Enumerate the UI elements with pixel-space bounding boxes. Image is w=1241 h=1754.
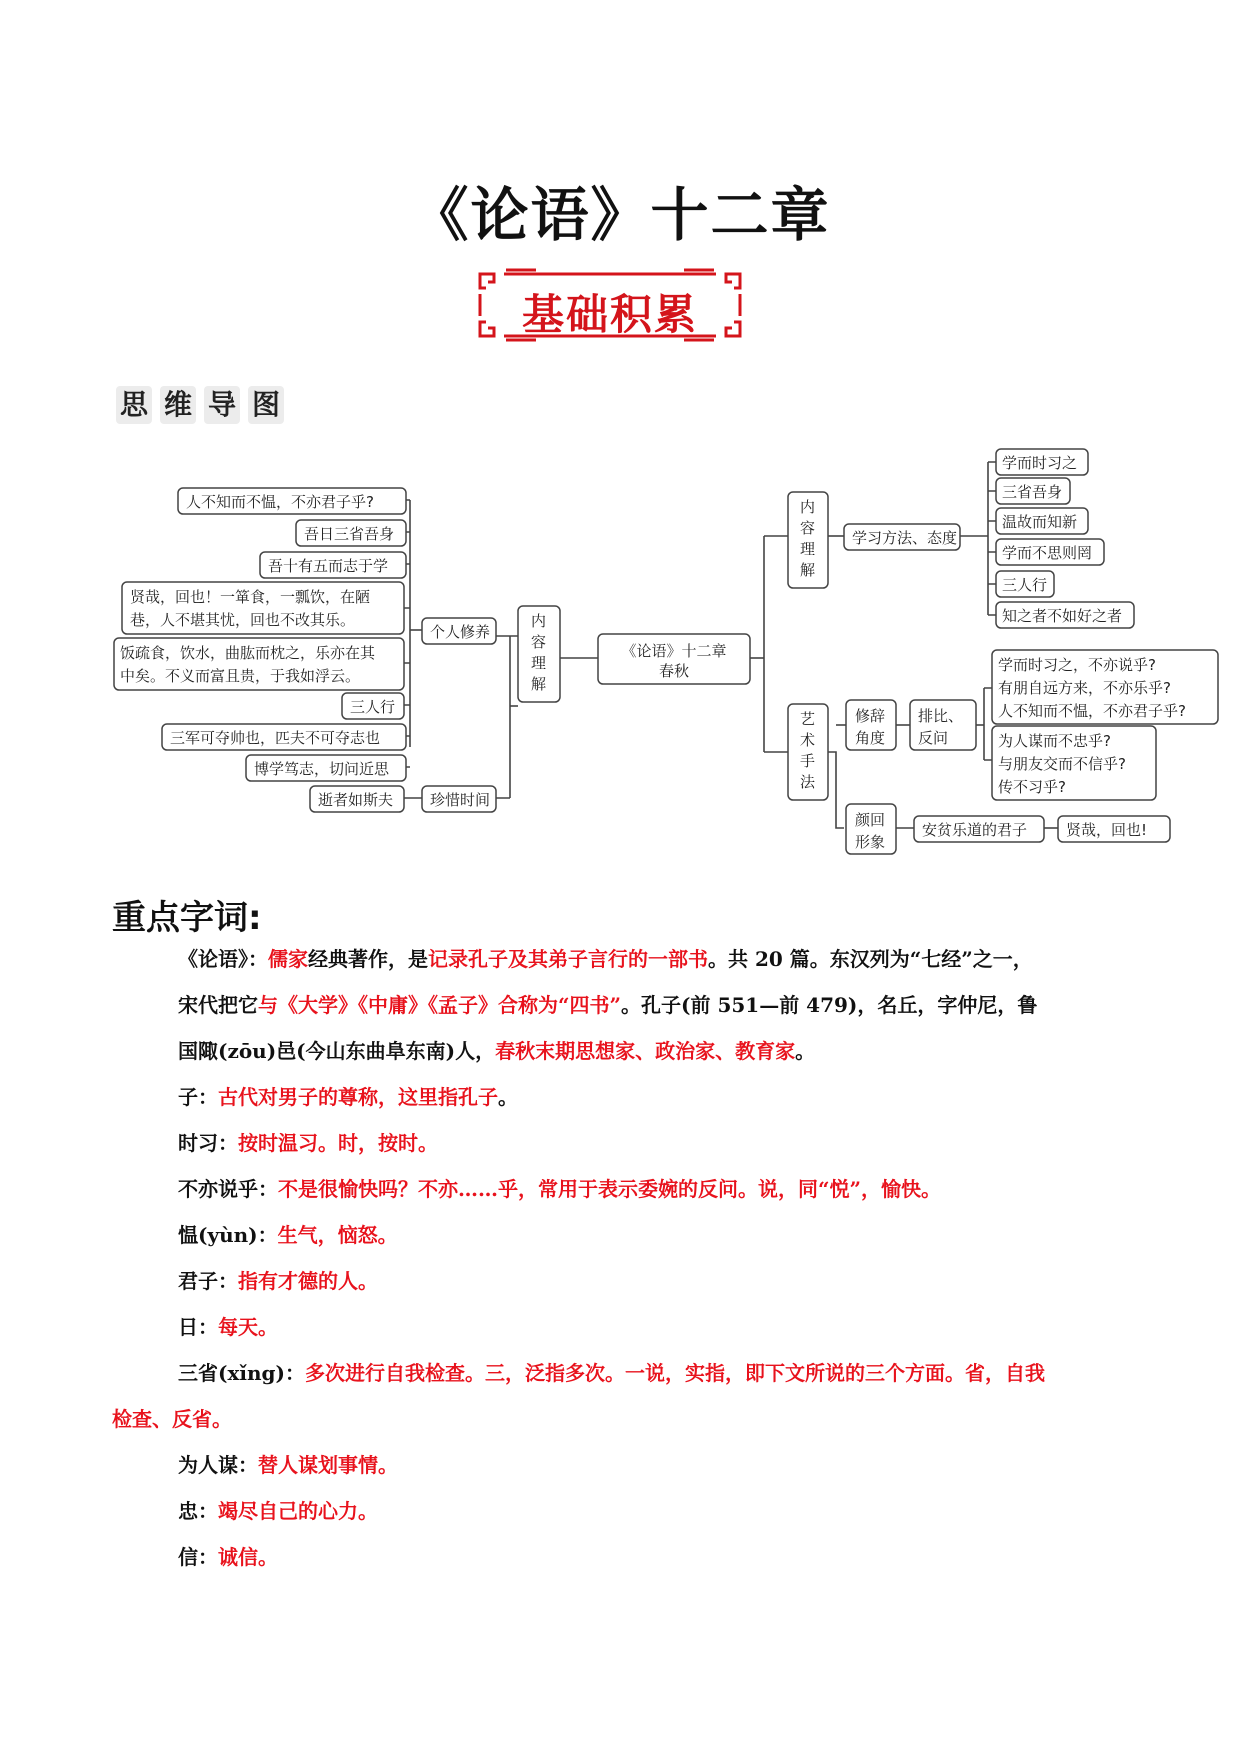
vocab-definition: 生气，恼怒。 (277, 1223, 398, 1247)
node-yanhui: 颜回 (855, 811, 886, 829)
node-right-art-char: 术 (800, 731, 816, 749)
center-title: 《论语》十二章 (621, 642, 727, 660)
section-banner (476, 268, 744, 342)
node-right-content-char: 解 (800, 561, 816, 579)
vocab-definition: 多次进行自我检查。三，泛指多次。一说，实指，即下文所说的三个方面。省，自我 (304, 1361, 1045, 1385)
left-leaf-5-line1: 饭疏食，饮水，曲肱而枕之，乐亦在其 (120, 644, 376, 662)
vocab-term: 忠： (178, 1499, 218, 1523)
parallel-leaf-2-line2: 与朋友交而不信乎? (998, 755, 1126, 773)
study-leaf-5: 三人行 (1002, 576, 1048, 594)
node-anpin: 安贫乐道的君子 (922, 821, 1028, 839)
vocab-term: 《论语》： (178, 947, 268, 971)
node-right-content-char: 容 (800, 519, 816, 537)
vocab-line (112, 936, 1124, 982)
key-words-heading: 重点字词: (112, 898, 262, 938)
vocab-line (112, 1258, 1124, 1304)
tag-char: 思 (116, 386, 152, 424)
node-rhetoric-line2: 角度 (855, 729, 886, 747)
node-right-art-char: 法 (800, 773, 816, 791)
vocab-definition: 儒家 (268, 947, 308, 971)
left-leaf-1: 人不知而不愠，不亦君子乎? (186, 493, 374, 511)
vocab-definition: 替人谋划事情。 (258, 1453, 398, 1477)
vocab-definition: 与《大学》《中庸》《孟子》合称为“四书” (258, 993, 622, 1017)
vocab-definition: 不是很愉快吗？不亦……乎，常用于表示委婉的反问。说，同“悦”，愉快。 (278, 1177, 942, 1201)
vocab-term: 。共 20 篇。东汉列为“七经”之一， (708, 947, 1033, 971)
study-leaf-6: 知之者不如好之者 (1002, 607, 1123, 625)
left-leaves (114, 488, 406, 812)
node-left-branch-char: 理 (531, 654, 547, 672)
vocab-term: 信： (178, 1545, 218, 1569)
left-leaf-2: 吾日三省吾身 (304, 525, 395, 543)
node-right-art: 艺 (800, 710, 816, 728)
node-cherish: 珍惜时间 (430, 791, 491, 809)
vocab-term: 时习： (178, 1131, 238, 1155)
vocab-term: 国陬(zōu)邑(今山东曲阜东南)人， (178, 1039, 496, 1063)
vocab-term: 经典著作，是 (308, 947, 428, 971)
node-xianzai: 贤哉，回也! (1066, 821, 1148, 839)
center-subtitle: 春秋 (658, 662, 690, 680)
mindmap-tag (116, 386, 284, 424)
left-leaf-4-line2: 巷，人不堪其忧，回也不改其乐。 (130, 611, 356, 629)
node-parallel-line2: 反问 (918, 729, 949, 747)
vocab-definition: 竭尽自己的心力。 (218, 1499, 378, 1523)
page-title: 《论语》十二章 (410, 181, 831, 249)
vocab-term: 愠(yùn)： (178, 1223, 278, 1247)
vocab-term: 三省(xǐng)： (178, 1361, 305, 1385)
vocab-line (112, 1488, 1124, 1534)
vocab-definition: 古代对男子的尊称，这里指孔子 (218, 1085, 498, 1109)
node-right-content: 内 (800, 498, 816, 516)
left-leaf-7: 三军可夺帅也，匹夫不可夺志也 (170, 729, 381, 747)
node-yanhui-line2: 形象 (855, 833, 886, 851)
left-leaf-5-line2: 中矣。不义而富且贵，于我如浮云。 (120, 667, 361, 685)
node-personal: 个人修养 (430, 623, 491, 641)
vocab-definition: 春秋末期思想家、政治家、教育家 (495, 1039, 796, 1063)
left-leaf-4-line1: 贤哉，回也！一箪食，一瓢饮，在陋 (130, 588, 371, 606)
vocab-line (112, 982, 1124, 1028)
left-leaf-6: 三人行 (350, 698, 396, 716)
parallel-leaf-1-line3: 人不知而不愠，不亦君子乎? (998, 702, 1186, 720)
mind-map (0, 430, 1241, 870)
vocab-definition: 检查、反省。 (112, 1407, 232, 1431)
vocab-definition: 按时温习。时，按时。 (238, 1131, 438, 1155)
vocab-line (112, 1120, 1124, 1166)
vocab-term: 不亦说乎： (178, 1177, 278, 1201)
tag-char: 维 (160, 386, 196, 424)
time-leaf: 逝者如斯夫 (318, 791, 394, 809)
vocab-term: 为人谋： (178, 1453, 258, 1477)
vocab-line (112, 1396, 1124, 1442)
study-leaves (996, 449, 1134, 628)
node-right-art-char: 手 (800, 752, 816, 770)
vocab-term: 。孔子(前 551—前 479)，名丘，字仲尼，鲁 (621, 993, 1038, 1017)
vocab-definition: 诚信。 (218, 1545, 278, 1569)
tag-char: 导 (204, 386, 240, 424)
vocab-term: 日： (178, 1315, 218, 1339)
vocab-line (112, 1212, 1124, 1258)
study-leaf-4: 学而不思则罔 (1002, 544, 1093, 562)
vocab-line (112, 1028, 1124, 1074)
vocab-definition: 记录孔子及其弟子言行的一部书 (428, 947, 708, 971)
left-leaf-3: 吾十有五而志于学 (268, 557, 389, 575)
vocab-definition: 指有才德的人。 (238, 1269, 378, 1293)
vocab-term: 。 (795, 1039, 816, 1063)
vocab-definition: 每天。 (218, 1315, 278, 1339)
study-leaf-3: 温故而知新 (1002, 513, 1078, 531)
node-parallel: 排比、 (918, 707, 964, 725)
vocab-term: 。 (498, 1085, 518, 1109)
node-left-branch: 内 (531, 612, 547, 630)
vocab-line (112, 1534, 1124, 1580)
vocab-line (112, 1304, 1124, 1350)
vocab-term: 君子： (178, 1269, 238, 1293)
vocab-line (112, 1166, 1124, 1212)
parallel-leaf-2-line3: 传不习乎? (998, 778, 1066, 796)
parallel-leaf-1-line2: 有朋自远方来，不亦乐乎? (998, 679, 1171, 697)
study-leaf-2: 三省吾身 (1002, 483, 1063, 501)
vocab-line (112, 1442, 1124, 1488)
parallel-leaf-1-line1: 学而时习之，不亦说乎? (998, 656, 1156, 674)
node-rhetoric: 修辞 (855, 707, 886, 725)
parallel-leaf-2-line1: 为人谋而不忠乎? (998, 732, 1111, 750)
study-leaf-1: 学而时习之 (1002, 454, 1078, 472)
vocab-line (112, 1074, 1124, 1120)
left-leaf-8: 博学笃志，切问近思 (254, 760, 390, 778)
tag-char: 图 (248, 386, 284, 424)
vocab-list (112, 936, 1124, 1580)
node-right-content-char: 理 (800, 540, 816, 558)
node-study: 学习方法、态度 (852, 529, 958, 547)
node-left-branch-char: 容 (531, 633, 547, 651)
vocab-line (112, 1350, 1124, 1396)
banner-title: 基础积累 (521, 290, 698, 339)
node-left-branch-char: 解 (531, 675, 547, 693)
vocab-term: 宋代把它 (178, 993, 258, 1017)
vocab-term: 子： (178, 1085, 218, 1109)
